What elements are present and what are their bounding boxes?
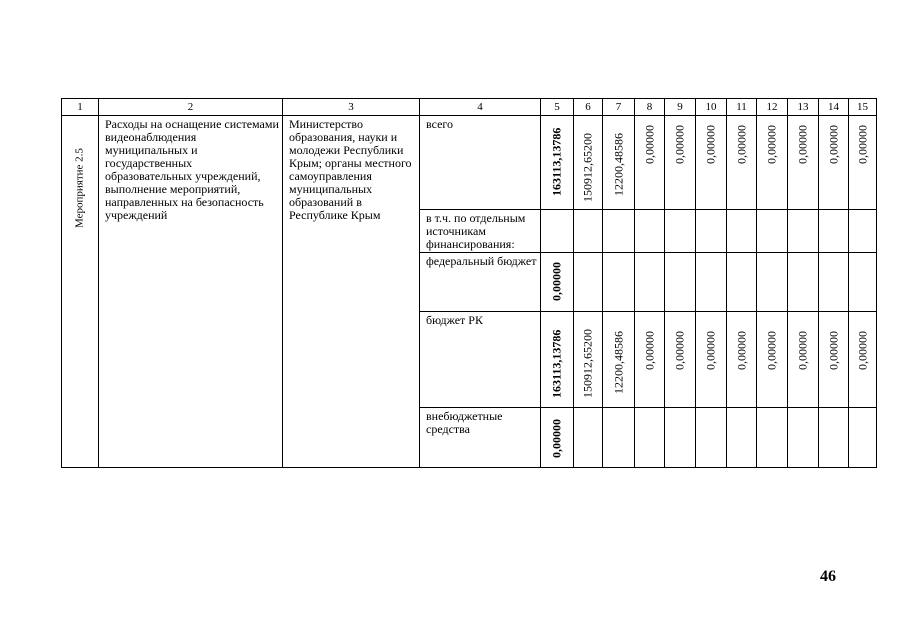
- value-cell: [788, 116, 819, 210]
- table-row: [62, 116, 877, 210]
- value-cell: [788, 312, 819, 408]
- value-cell: [788, 408, 819, 468]
- value: 0,00000: [826, 125, 840, 164]
- value-cell: [696, 116, 727, 210]
- header-cell: 5: [541, 99, 574, 116]
- header-cell: 2: [99, 99, 283, 116]
- value-cell: [757, 116, 788, 210]
- value-cell: [635, 210, 665, 253]
- row-label-cell: [420, 312, 541, 408]
- header-cell: 9: [665, 99, 696, 116]
- value-cell: [635, 116, 665, 210]
- value-cell: [849, 253, 877, 312]
- value-cell: [788, 253, 819, 312]
- measure-executor-cell: [283, 116, 420, 468]
- value-cell: [665, 312, 696, 408]
- value: 163113,13786: [549, 127, 564, 196]
- value: 0,00000: [795, 331, 810, 370]
- page-number: 46: [820, 568, 836, 585]
- value-cell: [541, 312, 574, 408]
- value-cell: [665, 116, 696, 210]
- value: 12200,48586: [611, 331, 625, 394]
- value-cell: [574, 408, 603, 468]
- row-label: бюджет РК: [426, 313, 483, 327]
- value-cell: [603, 210, 635, 253]
- header-row: [62, 99, 877, 116]
- value: 0,00000: [855, 125, 869, 164]
- row-label-cell: [420, 116, 541, 210]
- value-cell: [665, 408, 696, 468]
- value: 0,00000: [795, 125, 810, 164]
- header-cell: 10: [696, 99, 727, 116]
- value: 0,00000: [855, 331, 869, 370]
- value-cell: [727, 408, 757, 468]
- value-cell: [541, 210, 574, 253]
- header-cell: 1: [62, 99, 99, 116]
- header-cell: 8: [635, 99, 665, 116]
- value-cell: [665, 210, 696, 253]
- value-cell: [788, 210, 819, 253]
- value-cell: [603, 408, 635, 468]
- value-cell: [541, 253, 574, 312]
- value: 0,00000: [734, 125, 748, 164]
- value-cell: [696, 253, 727, 312]
- row-label: всего: [426, 117, 454, 131]
- value: 150912,65200: [580, 329, 595, 398]
- value: 0,00000: [672, 331, 687, 370]
- value-cell: [603, 253, 635, 312]
- value-cell: [757, 253, 788, 312]
- value: 0,00000: [734, 331, 748, 370]
- value-cell: [574, 116, 603, 210]
- row-label-cell: [420, 253, 541, 312]
- value-cell: [819, 253, 849, 312]
- value: 0,00000: [764, 125, 779, 164]
- row-label: в т.ч. по отдельным источникам финансирования:: [426, 211, 526, 251]
- header-cell: 4: [420, 99, 541, 116]
- value: 0,00000: [642, 331, 656, 370]
- value: 0,00000: [549, 262, 564, 301]
- value-cell: [635, 408, 665, 468]
- value: 0,00000: [703, 331, 718, 370]
- value-cell: [696, 312, 727, 408]
- measure-executor: Министерство образования, науки и молодежи Республики Крым; органы местного самоуправления муниципальных образований в Республике Крым: [289, 117, 412, 222]
- value-cell: [541, 116, 574, 210]
- value-cell: [574, 312, 603, 408]
- header-cell: 6: [574, 99, 603, 116]
- value-cell: [635, 253, 665, 312]
- value: 0,00000: [672, 125, 687, 164]
- value-cell: [849, 312, 877, 408]
- value-cell: [696, 210, 727, 253]
- measure-name-cell: [99, 116, 283, 468]
- measure-code: Мероприятие 2.5: [73, 148, 86, 228]
- value-cell: [696, 408, 727, 468]
- value-cell: [849, 408, 877, 468]
- value: 163113,13786: [549, 329, 564, 398]
- value-cell: [849, 116, 877, 210]
- value-cell: [757, 312, 788, 408]
- value-cell: [819, 210, 849, 253]
- header-cell: 14: [819, 99, 849, 116]
- value-cell: [603, 312, 635, 408]
- row-label: федеральный бюджет: [426, 254, 537, 268]
- value: 150912,65200: [580, 133, 595, 202]
- header-cell: 12: [757, 99, 788, 116]
- value-cell: [541, 408, 574, 468]
- financing-table: [61, 98, 877, 468]
- value: 0,00000: [642, 125, 656, 164]
- value-cell: [819, 116, 849, 210]
- row-label-cell: [420, 210, 541, 253]
- value-cell: [574, 253, 603, 312]
- value-cell: [727, 210, 757, 253]
- row-label-cell: [420, 408, 541, 468]
- value: 0,00000: [826, 331, 840, 370]
- header-cell: 7: [603, 99, 635, 116]
- measure-code-cell: [62, 116, 99, 468]
- value-cell: [727, 253, 757, 312]
- value-cell: [849, 210, 877, 253]
- measure-name: Расходы на оснащение системами видеонаблюдения муниципальных и государственных образовательных учреждений, выполнение мероприятий, направленных на безопасность учреждений: [105, 117, 279, 222]
- value: 0,00000: [549, 419, 564, 458]
- header-cell: 11: [727, 99, 757, 116]
- header-cell: 13: [788, 99, 819, 116]
- value-cell: [757, 408, 788, 468]
- header-cell: 3: [283, 99, 420, 116]
- value-cell: [603, 116, 635, 210]
- row-label: внебюджетные средства: [426, 409, 503, 436]
- value-cell: [574, 210, 603, 253]
- value: 12200,48586: [611, 133, 625, 196]
- value: 0,00000: [703, 125, 718, 164]
- value-cell: [819, 408, 849, 468]
- value-cell: [635, 312, 665, 408]
- value-cell: [727, 312, 757, 408]
- value-cell: [757, 210, 788, 253]
- value-cell: [727, 116, 757, 210]
- value-cell: [665, 253, 696, 312]
- value: 0,00000: [764, 331, 779, 370]
- header-cell: 15: [849, 99, 877, 116]
- value-cell: [819, 312, 849, 408]
